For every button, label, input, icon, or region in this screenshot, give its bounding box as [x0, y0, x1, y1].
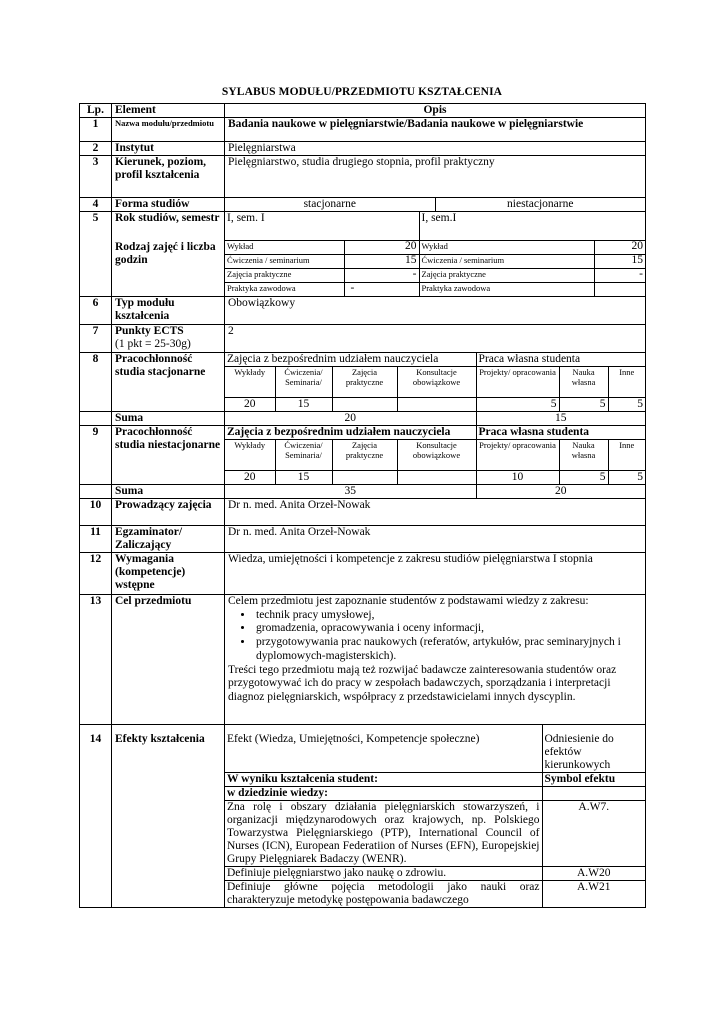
row-label: Cel przedmiotu: [112, 595, 225, 725]
sum-label: Suma: [112, 412, 225, 426]
col-header: Nauka własna: [559, 367, 608, 398]
hours-type: Zajęcia praktyczne: [419, 268, 594, 282]
row-12: [80, 553, 646, 595]
col-value: 5: [559, 471, 608, 485]
row-label: Nazwa modułu/przedmiotu: [112, 118, 225, 142]
row-number: 11: [80, 526, 112, 553]
hours-niestac: 15: [594, 254, 645, 268]
col-value: 15: [275, 471, 332, 485]
row-label: Typ modułu kształcenia: [112, 297, 225, 325]
stac-year: I, sem. I: [225, 212, 419, 240]
col-header: Wykłady: [225, 367, 275, 398]
col-value: 5: [559, 398, 608, 412]
row-number: 2: [80, 142, 112, 156]
row-8-sum: [80, 412, 646, 426]
goal-outro: Treści tego przedmiotu mają też rozwijać badawcze zainteresowania studentów oraz przygotowywać ich do pracy w zespołach badawczych, sporządzania i interpretacji diagnoz pielęgniarskich, współpracy z przedstawicielami innych dyscyplin.: [228, 663, 617, 703]
col-header: Zajęcia praktyczne: [332, 367, 397, 398]
contact-hours-header: Zajęcia z bezpośrednim udziałem nauczyciela: [225, 353, 476, 367]
col-value: [397, 398, 476, 412]
hours-niestac: [594, 282, 645, 296]
row-number: 9: [80, 426, 112, 485]
col-value: 5: [608, 471, 645, 485]
sum-cell: [225, 412, 646, 426]
row-number: 4: [80, 198, 112, 212]
hours-stac: 20: [344, 240, 419, 254]
hours-niestac: -: [594, 268, 645, 282]
own-work-header: Praca własna studenta: [476, 426, 645, 440]
sum-own: 15: [476, 412, 645, 425]
col-value: 15: [275, 398, 332, 412]
row-2: [80, 142, 646, 156]
goal-list: [228, 609, 642, 664]
row-label: Wymagania (kompetencje) wstępne: [112, 553, 225, 595]
row-5: [80, 212, 646, 297]
element-header: Element: [112, 104, 225, 118]
workload-niestac-cell: [225, 426, 646, 485]
row-14: [80, 725, 646, 908]
col-header: Zajęcia praktyczne: [332, 440, 397, 471]
hours-type: Ćwiczenia / seminarium: [419, 254, 594, 268]
row-label: Prowadzący zajęcia: [112, 499, 225, 526]
row-label: Instytut: [112, 142, 225, 156]
goal-item: • gromadzenia, opracowywania i oceny informacji,: [254, 622, 642, 636]
opis-header: Opis: [225, 104, 646, 118]
row-number: 1: [80, 118, 112, 142]
workload-stac-cell: [225, 353, 646, 412]
row-label: Egzaminator/ Zaliczający: [112, 526, 225, 553]
row-label: Kierunek, poziom, profil kształcenia: [112, 156, 225, 198]
outcome-text: Definiuje główne pojęcia metodologii jako nauki oraz charakteryzuje metodykę postępowania badawczego: [225, 881, 542, 908]
row-number: 12: [80, 553, 112, 595]
year-label: Rok studiów, semestr: [115, 212, 220, 224]
syllabus-table: [79, 103, 646, 908]
lecturer-value: Dr n. med. Anita Orzeł-Nowak: [225, 499, 646, 526]
study-form-cell: [225, 198, 646, 212]
col-value: 20: [225, 471, 275, 485]
row-13: [80, 595, 646, 725]
requirements-value: Wiedza, umiejętności i kompetencje z zakresu studiów pielęgniarstwa I stopnia: [225, 553, 646, 595]
row-label: Pracochłonność studia stacjonarne: [112, 353, 225, 412]
hours-type: Ćwiczenia / seminarium: [225, 254, 344, 268]
sum-contact: 20: [225, 412, 476, 425]
hours-type: Praktyka zawodowa: [225, 282, 344, 296]
row-1: [80, 118, 646, 142]
row-number: 7: [80, 325, 112, 353]
col-value: [332, 398, 397, 412]
row-9-sum: [80, 485, 646, 499]
hours-type: Praktyka zawodowa: [419, 282, 594, 296]
col-value: 20: [225, 398, 275, 412]
col-header: Nauka własna: [559, 440, 608, 471]
sum-cell: [225, 485, 646, 499]
outcome-text: Definiuje pielęgniarstwo jako naukę o zdrowiu.: [225, 867, 542, 881]
goal-intro: Celem przedmiotu jest zapoznanie studentów z podstawami wiedzy z zakresu:: [228, 595, 589, 607]
hours-stac: -: [344, 268, 419, 282]
col-value: 10: [476, 471, 559, 485]
row-label: [112, 212, 225, 297]
col-header: Inne: [608, 367, 645, 398]
module-type-value: Obowiązkowy: [225, 297, 646, 325]
outcome-col-header: Efekt (Wiedza, Umiejętności, Kompetencje społeczne): [225, 725, 542, 773]
row-number: 6: [80, 297, 112, 325]
examiner-value: Dr n. med. Anita Orzeł-Nowak: [225, 526, 646, 553]
ects-sub: (1 pkt = 25-30g): [115, 338, 191, 350]
hours-type: Wykład: [419, 240, 594, 254]
hours-stac: -: [344, 282, 419, 296]
row-number: 14: [80, 725, 112, 908]
niestac-year: I, sem.I: [419, 212, 645, 240]
col-value: [332, 471, 397, 485]
hours-cell: [225, 212, 646, 297]
col-header: Ćwiczenia/ Seminaria/: [275, 367, 332, 398]
row-9: [80, 426, 646, 485]
hours-type: Wykład: [225, 240, 344, 254]
outcomes-cell: [225, 725, 646, 908]
field-value: Pielęgniarstwo, studia drugiego stopnia, profil praktyczny: [225, 156, 646, 198]
row-4: [80, 198, 646, 212]
hours-stac: 15: [344, 254, 419, 268]
col-value: [397, 471, 476, 485]
row-11: [80, 526, 646, 553]
hours-label: Rodzaj zajęć i liczba godzin: [115, 241, 216, 266]
col-header: Konsultacje obowiązkowe: [397, 367, 476, 398]
contact-hours-header: Zajęcia z bezpośrednim udziałem nauczyciela: [225, 426, 476, 440]
sum-contact: 35: [225, 485, 476, 498]
row-number: 3: [80, 156, 112, 198]
ects-label: Punkty ECTS: [115, 325, 184, 337]
sum-label: Suma: [112, 485, 225, 499]
col-header: Ćwiczenia/ Seminaria/: [275, 440, 332, 471]
col-header: Projekty/ opracowania: [476, 367, 559, 398]
col-value: 5: [476, 398, 559, 412]
row-number: 5: [80, 212, 112, 297]
niestac-label: niestacjonarne: [435, 198, 645, 211]
row-8: [80, 353, 646, 412]
outcome-code: A.W20: [542, 867, 645, 881]
row-7: [80, 325, 646, 353]
page-title: SYLABUS MODUŁU/PRZEDMIOTU KSZTAŁCENIA: [221, 86, 503, 98]
empty-cell: [80, 485, 112, 499]
col-header: Projekty/ opracowania: [476, 440, 559, 471]
row-number: 10: [80, 499, 112, 526]
stac-label: stacjonarne: [225, 198, 435, 211]
row-3: [80, 156, 646, 198]
header-row: [80, 104, 646, 118]
lp-header: Lp.: [80, 104, 112, 118]
row-number: 13: [80, 595, 112, 725]
own-work-header: Praca własna studenta: [476, 353, 645, 367]
knowledge-section: w dziedzinie wiedzy:: [225, 787, 542, 801]
institute-value: Pielęgniarstwa: [225, 142, 646, 156]
symbol-header: Symbol efektu: [542, 773, 645, 787]
row-label: Efekty kształcenia: [112, 725, 225, 908]
outcomes-intro: W wyniku kształcenia student:: [225, 773, 542, 787]
row-label: Pracochłonność studia niestacjonarne: [112, 426, 225, 485]
hours-niestac: 20: [594, 240, 645, 254]
col-header: Wykłady: [225, 440, 275, 471]
col-header: Inne: [608, 440, 645, 471]
hours-type: Zajęcia praktyczne: [225, 268, 344, 282]
outcome-code: A.W21: [542, 881, 645, 908]
row-6: [80, 297, 646, 325]
ects-value: 2: [225, 325, 646, 353]
col-value: 5: [608, 398, 645, 412]
col-header: Konsultacje obowiązkowe: [397, 440, 476, 471]
empty-cell: [542, 787, 645, 801]
reference-col-header: Odniesienie do efektów kierunkowych: [542, 725, 645, 773]
course-name: Badania naukowe w pielęgniarstwie/Badania naukowe w pielęgniarstwie: [225, 118, 646, 142]
outcome-code: A.W7.: [542, 801, 645, 867]
row-number: 8: [80, 353, 112, 412]
goal-item: • przygotowywania prac naukowych (referatów, artykułów, prac seminaryjnych i dyplomowych-magisterskich).: [254, 636, 642, 663]
empty-cell: [80, 412, 112, 426]
goal-item: • technik pracy umysłowej,: [254, 609, 642, 623]
outcome-text: Zna rolę i obszary działania pielęgniarskich stowarzyszeń, i organizacji międzynarodowych oraz krajowych, np. Polskiego Towarzystwa Pielęgniarskiego (PTP), International Council of Nurses (ICN), European Federatiion of Nurses (EFN), Europejskiej Grupy Pielęgniarek Badaczy (WENR).: [225, 801, 542, 867]
row-10: [80, 499, 646, 526]
row-label: Forma studiów: [112, 198, 225, 212]
sum-own: 20: [476, 485, 645, 498]
row-label: [112, 325, 225, 353]
goal-cell: [225, 595, 646, 725]
